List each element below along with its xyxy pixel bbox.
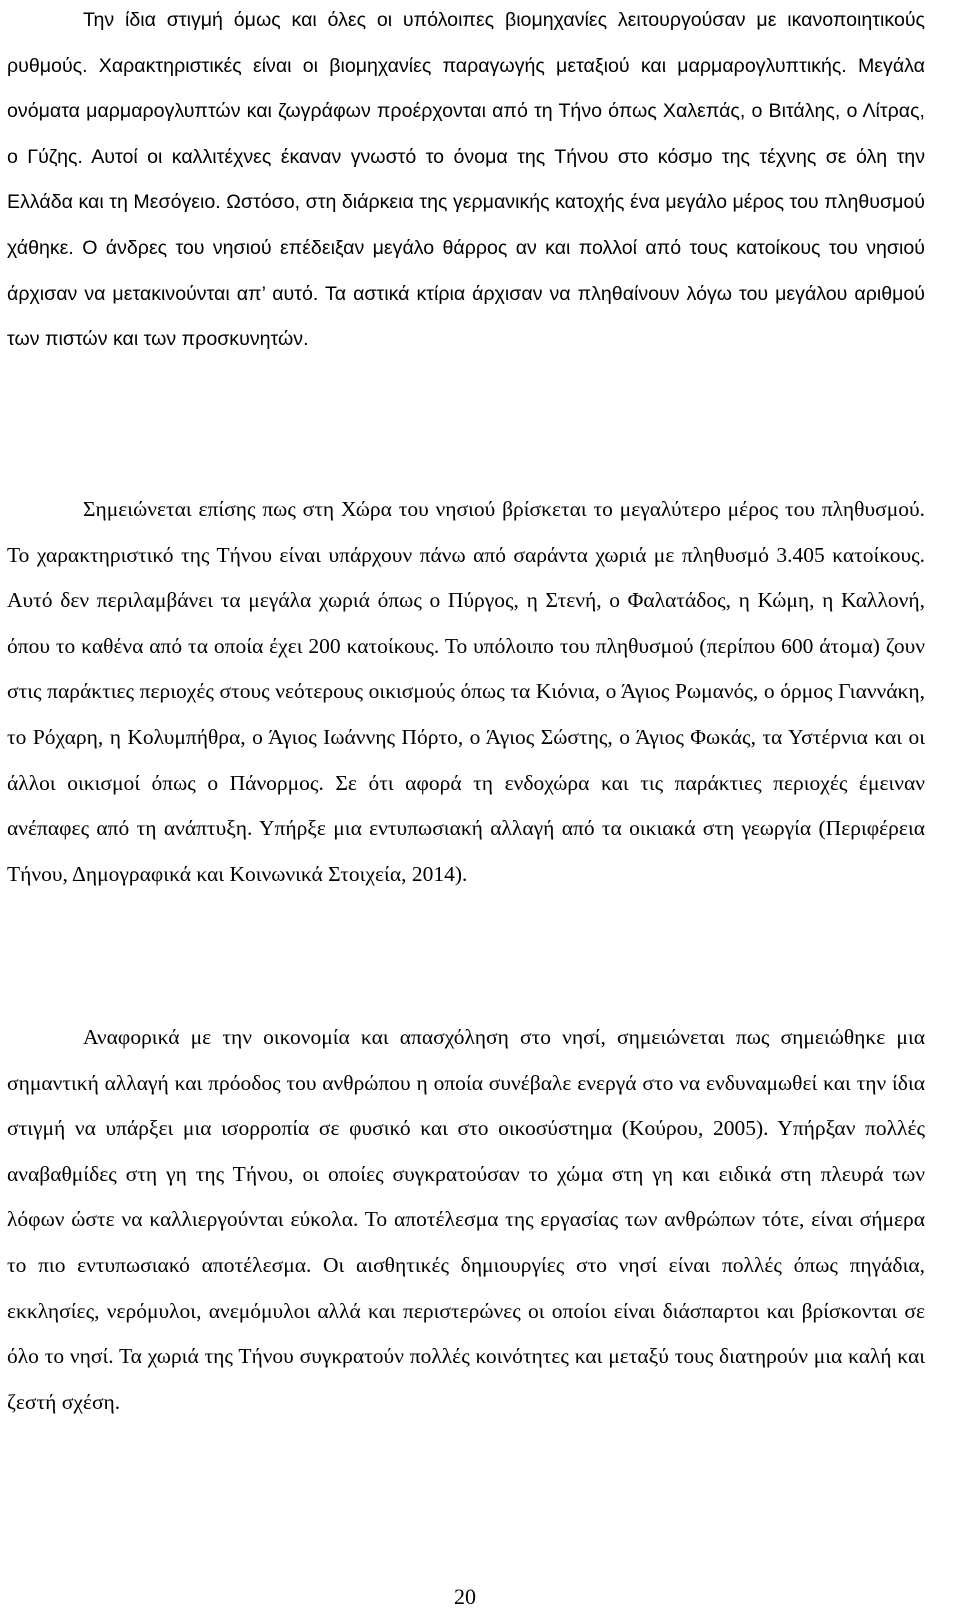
- paragraph-1: [7, 0, 925, 363]
- paragraph-2: Σημειώνεται επίσης πως στη Χώρα του νησιού βρίσκεται το μεγαλύτερο μέρος του πληθυσμού. Το χαρακτηριστικό της Τήνου είναι υπάρχουν πάνω από σαράντα χωριά με πληθυσμό 3.405 κατοίκους. Αυτό δεν περιλαμβάνει τα μεγάλα χωριά όπως ο Πύργος, η Στενή, ο Φαλατάδος, η Κώμη, η Καλλονή, όπου το καθένα από τα οποία έχει 200 κατοίκους. Το υπόλοιπο του πληθυσμού (περίπου 600 άτομα) ζουν στις παράκτιες περιοχές στους νεότερους οικισμούς όπως τα Κιόνια, ο Άγιος Ρωμανός, ο όρμος Γιαννάκη, το Ρόχαρη, η Κολυμπήθρα, ο Άγιος Ιωάννης Πόρτο, ο Άγιος Σώστης, ο Άγιος Φωκάς, τα Υστέρνια και οι άλλοι οικισμοί όπως ο Πάνορμος. Σε ότι αφορά τη ενδοχώρα και τις παράκτιες περιοχές έμειναν ανέπαφες από τη ανάπτυξη. Υπήρξε μια εντυπωσιακή αλλαγή από τα οικιακά στη γεωργία (Περιφέρεια Τήνου, Δημογραφικά και Κοινωνικά Στοιχεία, 2014).: [7, 497, 925, 886]
- paragraph-3: Αναφορικά με την οικονομία και απασχόληση στο νησί, σημειώνεται πως σημειώθηκε μια σημαντική αλλαγή και πρόοδος του ανθρώπου η οποία συνέβαλε ενεργά στο να ενδυναμωθεί και την ίδια στιγμή να υπάρξει μια ισορροπία σε φυσικό και στο οικοσύστημα (Κούρου, 2005). Υπήρξαν πολλές αναβαθμίδες στη γη της Τήνου, οι οποίες συγκρατούσαν το χώμα στη γη και ειδικά στη πλευρά των λόφων ώστε να καλλιεργούνται εύκολα. Το αποτέλεσμα της εργασίας των ανθρώπων τότε, είναι σήμερα το πιο εντυπωσιακό αποτέλεσμα. Οι αισθητικές δημιουργίες στο νησί είναι πολλές όπως πηγάδια, εκκλησίες, νερόμυλοι, ανεμόμυλοι αλλά και περιστερώνες οι οποίοι είναι διάσπαρτοι και βρίσκονται σε όλο το νησί. Τα χωριά της Τήνου συγκρατούν πολλές κοινότητες και μεταξύ τους διατηρούν μια καλή και ζεστή σχέση.: [7, 1025, 925, 1414]
- page-number: 20: [454, 1584, 476, 1609]
- paragraph-1-part-2: Ωστόσο, στη διάρκεια της γερμανικής κατοχής ένα μεγάλο μέρος του πληθυσμού χάθηκε. Ο άνδρες του νησιού επέδειξαν μεγάλο θάρρος αν και πολλοί από τους κατοίκους του νησιού άρχισαν να μετακινούνται απ’ αυτό. Τα αστικά κτίρια άρχισαν να πληθαίνουν λόγω του μεγάλου αριθμού των πιστών και των προσκυνητών.: [7, 191, 925, 351]
- paragraph-1-part-1: Την ίδια στιγμή όμως και όλες οι υπόλοιπες βιομηχανίες λειτουργούσαν με ικανοποιητικούς ρυθμούς. Χαρακτηριστικές είναι οι βιομηχανίες παραγωγής μεταξιού και μαρμαρογλυπτικής. Μεγάλα ονόματα μαρμαρογλυπτών και ζωγράφων προέρχονται από τη Τήνο όπως Χαλεπάς, ο Βιτάλης, ο Λίτρας, ο Γύζης. Αυτοί οι καλλιτέχνες έκαναν γνωστό το όνομα της Τήνου στο κόσμο της τέχνης σε όλη την Ελλάδα και τη Μεσόγειο.: [7, 9, 925, 214]
